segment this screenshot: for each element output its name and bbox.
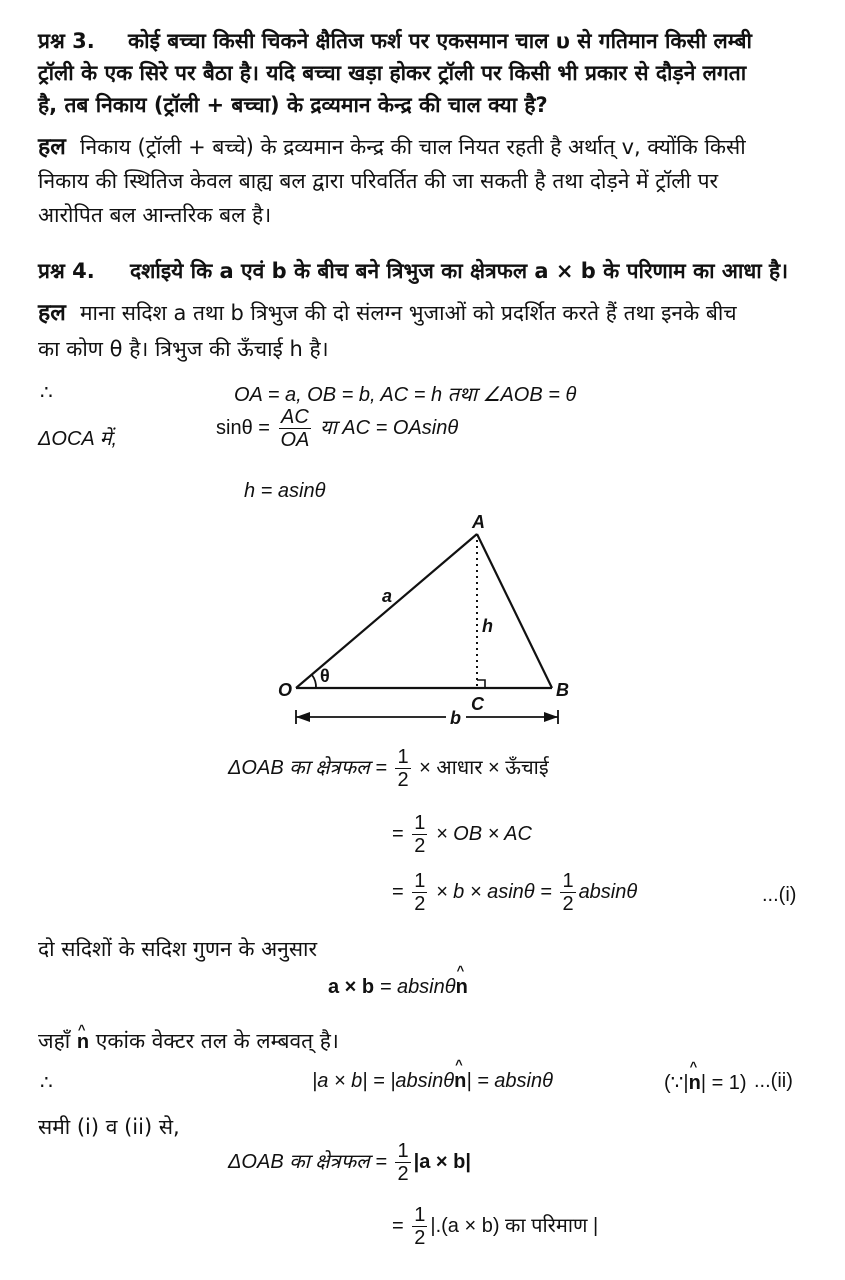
half-den: 2 xyxy=(414,1227,426,1249)
area-end-3: absinθ xyxy=(578,880,638,903)
half-den: 2 xyxy=(397,769,409,791)
half-den: 2 xyxy=(414,835,426,857)
q3-line-2: ट्रॉली के एक सिरे पर बैठा है। यदि बच्चा खड़ा होकर ट्रॉली पर किसी भी प्रकार से दौड़ने लगता xyxy=(38,61,747,85)
from-equations-text: समी (i) व (ii) से, xyxy=(38,1115,180,1139)
a4-label: हल xyxy=(38,300,66,326)
equals-2: = xyxy=(392,822,404,845)
base-label-b: b xyxy=(450,708,461,728)
a3-line-1: निकाय (ट्रॉली + बच्चे) के द्रव्यमान केन्द्र की चाल नियत रहती है अर्थात् v, क्योंकि किसी xyxy=(80,135,746,159)
final-lhs: ΔOAB का क्षेत्रफल = xyxy=(228,1150,387,1173)
cross-rhs: = absinθ xyxy=(379,976,456,998)
side-label-a: a xyxy=(382,586,393,606)
height-label-h: h xyxy=(482,616,493,636)
arrowhead-left xyxy=(296,712,310,722)
half-fraction-4 xyxy=(560,870,575,915)
ac-numerator: AC xyxy=(279,406,312,429)
mag-mid: | = absinθ xyxy=(466,1070,553,1092)
final-equation-2 xyxy=(392,1204,598,1249)
arrowhead-right xyxy=(544,712,558,722)
triangle-figure xyxy=(270,512,580,737)
area-equation-1 xyxy=(228,746,549,791)
magnitude-condition xyxy=(664,1070,747,1095)
q3-line-1: कोई बच्चा किसी चिकने क्षैतिज फर्श पर एकसमान चाल υ से गतिमान किसी लम्बी xyxy=(128,29,752,53)
angle-label-theta: θ xyxy=(320,666,330,686)
where-text xyxy=(38,1026,339,1058)
half-num: 1 xyxy=(397,1140,409,1162)
vertex-label-b: B xyxy=(556,680,569,700)
a3-label: हल xyxy=(38,134,66,160)
side-ab-line xyxy=(477,534,552,688)
given-statement: OA = a, OB = b, AC = h तथा ∠AOB = θ xyxy=(234,384,577,406)
sin-rhs: या AC = OAsinθ xyxy=(319,416,459,439)
q3-label: प्रश्न 3. xyxy=(38,29,95,53)
area-rhs-2: × OB × AC xyxy=(435,822,532,845)
n-hat-1: ^ n xyxy=(456,976,468,999)
half-num: 1 xyxy=(414,812,426,834)
area-rhs-1: × आधार × ऊँचाई xyxy=(419,756,549,779)
a4-line-2: का कोण θ है। त्रिभुज की ऊँचाई h है। xyxy=(38,337,329,361)
half-den: 2 xyxy=(397,1163,409,1185)
half-den: 2 xyxy=(562,893,574,915)
half-fraction-3 xyxy=(412,870,427,915)
a3-line-3: आरोपित बल आन्तरिक बल है। xyxy=(38,203,272,227)
area-equation-2 xyxy=(392,812,532,857)
half-num: 1 xyxy=(397,746,409,768)
equation-ref-2: ...(ii) xyxy=(754,1070,793,1092)
vertex-label-c: C xyxy=(471,694,484,714)
where-post: एकांक वेक्टर तल के लम्बवत् है। xyxy=(95,1029,339,1053)
sin-equation xyxy=(216,406,458,451)
half-fraction-2 xyxy=(412,812,427,857)
vertex-label-a: A xyxy=(472,512,485,532)
half-num: 1 xyxy=(414,1204,426,1226)
q4-text: दर्शाइये कि a एवं b के बीच बने त्रिभुज का क्षेत्रफल a × b के परिणाम का आधा है। xyxy=(130,259,789,283)
half-num: 1 xyxy=(414,870,426,892)
half-den: 2 xyxy=(414,893,426,915)
in-triangle-oca: ΔOCA में, xyxy=(38,428,118,450)
cross-product-equation xyxy=(328,976,468,999)
side-oa-line xyxy=(296,534,477,688)
vertex-label-o: O xyxy=(278,680,293,700)
final-equation-1 xyxy=(228,1140,471,1185)
mag-cond-pre: (∵| xyxy=(664,1072,689,1094)
angle-arc xyxy=(312,675,316,688)
area-equation-3 xyxy=(392,870,637,915)
half-fraction-1 xyxy=(395,746,410,791)
oa-denominator: OA xyxy=(280,429,310,451)
mag-cond-post: | = 1) xyxy=(700,1072,747,1094)
n-hat-3: ^ n xyxy=(454,1070,466,1093)
cross-lhs: a × b xyxy=(328,976,375,998)
vector-product-text: दो सदिशों के सदिश गुणन के अनुसार xyxy=(38,937,318,961)
a3-line-2: निकाय की स्थितिज केवल बाह्य बल द्वारा परिवर्तित की जा सकती है तथा दोड़ने में ट्रॉली पर xyxy=(38,169,719,193)
right-angle-mark xyxy=(477,680,485,688)
area-lhs-1: ΔOAB का क्षेत्रफल = xyxy=(228,756,387,779)
area-mid-3: × b × asinθ = xyxy=(435,880,552,903)
equals-final: = xyxy=(392,1214,404,1237)
a4-line-1: माना सदिश a तथा b त्रिभुज की दो संलग्न भुजाओं को प्रदर्शित करते हैं तथा इनके बीच xyxy=(80,301,737,325)
therefore-symbol-1: ∴ xyxy=(40,382,53,404)
sin-lhs: sinθ = xyxy=(216,416,270,439)
ac-over-oa-fraction xyxy=(279,406,312,451)
magnitude-equation xyxy=(312,1070,553,1093)
half-fraction-5 xyxy=(395,1140,410,1185)
therefore-symbol-2: ∴ xyxy=(40,1072,53,1094)
q3-line-3: है, तब निकाय (ट्रॉली + बच्चा) के द्रव्यमान केन्द्र की चाल क्या है? xyxy=(38,93,548,117)
where-pre: जहाँ xyxy=(38,1029,71,1053)
mag-lhs: |a × b| = |absinθ xyxy=(312,1070,455,1092)
n-hat-4: ^ n xyxy=(689,1072,701,1095)
final2-rhs: |.(a × b) का परिमाण | xyxy=(430,1214,599,1237)
h-equation: h = asinθ xyxy=(244,480,326,502)
equation-ref-1: ...(i) xyxy=(762,884,797,906)
q4-label: प्रश्न 4. xyxy=(38,259,95,283)
n-hat-2: ^ n xyxy=(77,1027,89,1058)
equals-3: = xyxy=(392,880,404,903)
half-fraction-6 xyxy=(412,1204,427,1249)
half-num: 1 xyxy=(562,870,574,892)
final1-rhs: |a × b| xyxy=(413,1150,471,1173)
